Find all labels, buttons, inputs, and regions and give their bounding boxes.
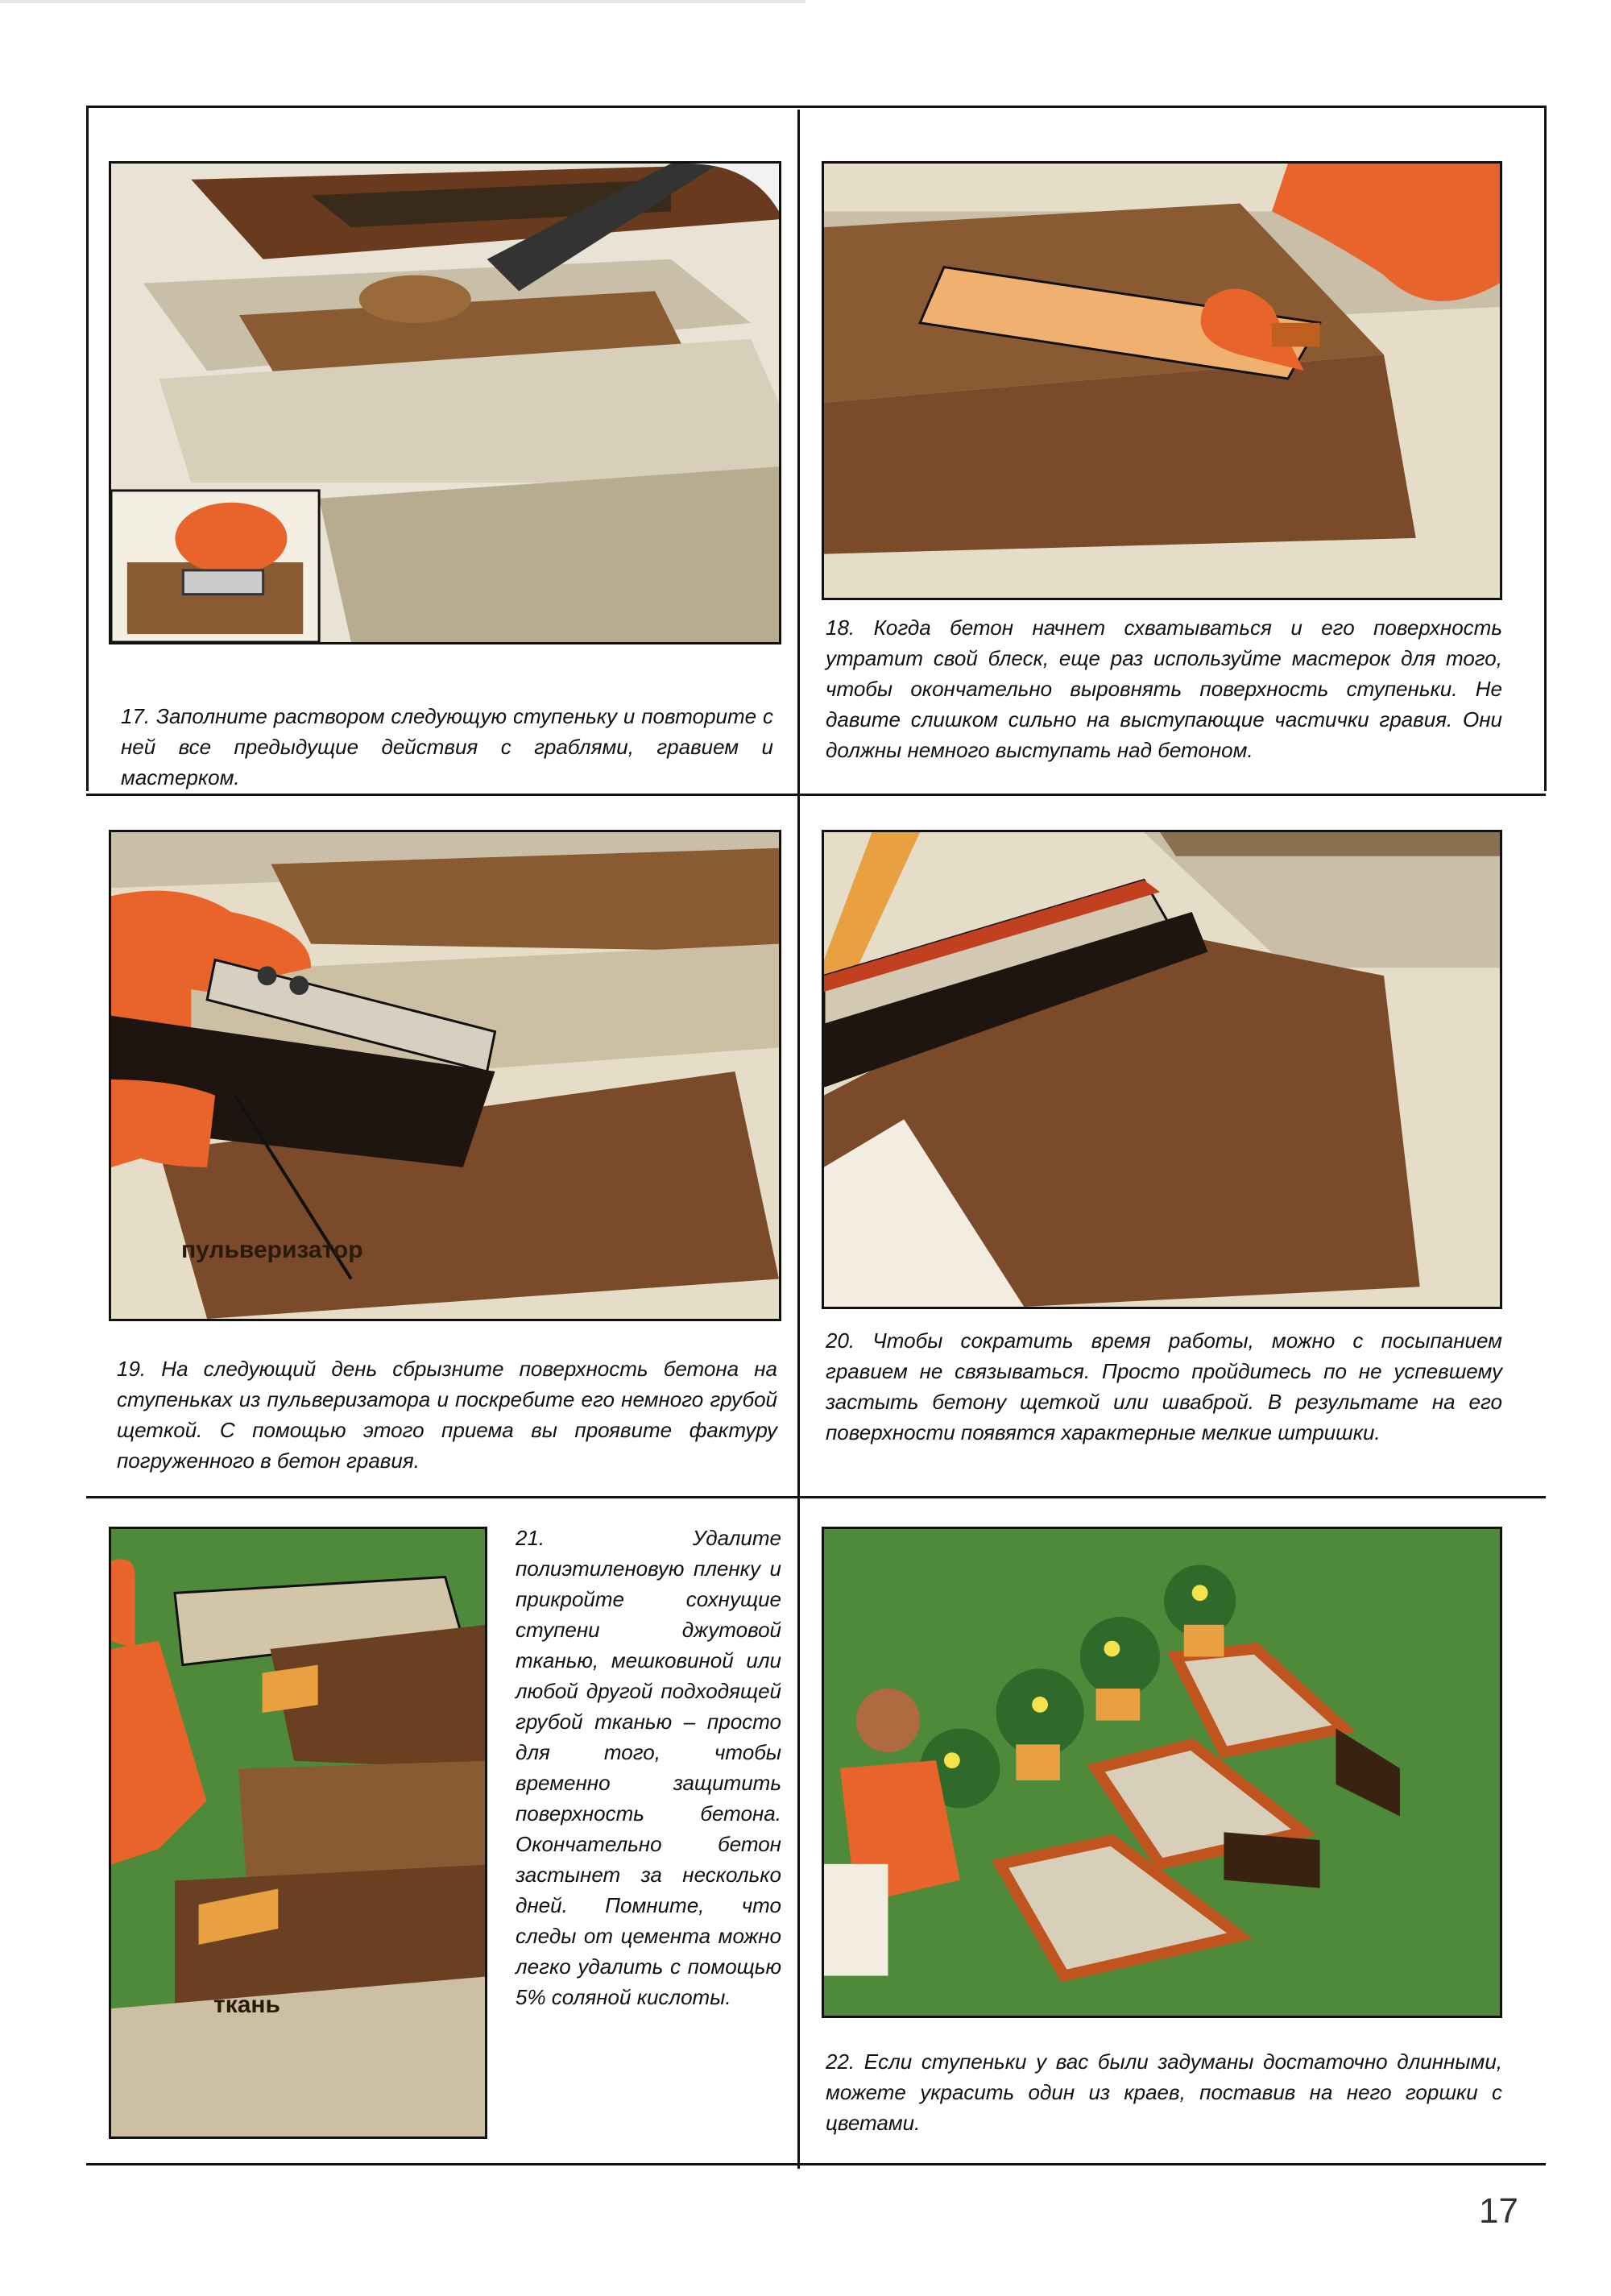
- step-21-caption: 21. Удалите полиэтиленовую пленку и прикройте сохнущие ступени джутовой тканью, мешковиной или любой другой подходящей грубой тканью – просто для того, чтобы временно защитить поверхность бетона. Окончательно бетон застынет за несколько дней. Помните, что следы от цемента можно легко удалить с помощью 5% соляной кислоты.: [516, 1526, 781, 2009]
- grid-frame-top: [86, 106, 1546, 108]
- page-top-rule: [0, 0, 806, 3]
- grid-frame-left: [86, 106, 89, 791]
- step-21-label-fabric: ткань: [213, 1991, 280, 2018]
- step-19-caption: 19. На следующий день сбрызните поверхность бетона на ступеньках из пульверизатора и поскребите его немного грубой щеткой. С помощью этого приема вы проявите фактуру погруженного в бетон гравия.: [117, 1357, 777, 1473]
- step-22-caption: 22. Если ступеньки у вас были задуманы достаточно длинными, можете украсить один из краев, поставив на него горшки с цветами.: [826, 2049, 1502, 2135]
- grid-row-divider-2: [86, 1496, 1546, 1498]
- step-17-caption: 17. Заполните раствором следующую ступеньку и повторите с ней все предыдущие действия с граблями, гравием и мастерком.: [121, 704, 773, 790]
- step-20-illustration: [822, 830, 1502, 1309]
- step-18-caption: 18. Когда бетон начнет схватываться и его поверхность утратит свой блеск, еще раз используйте мастерок для того, чтобы окончательно выровнять поверхность ступеньки. Не давите слишком сильно на выступающие частички гравия. Они должны немного выступать над бетоном.: [826, 615, 1502, 762]
- step-20-caption: 20. Чтобы сократить время работы, можно с посыпанием гравием не связываться. Просто пройдитесь по не успевшему застыть бетону щеткой или шваброй. В результате на его поверхности появятся характерные мелкие штришки.: [826, 1328, 1502, 1444]
- page-number: 17: [1479, 2191, 1518, 2231]
- grid-vertical-divider: [797, 110, 800, 2169]
- grid-frame-right: [1544, 106, 1547, 791]
- grid-row-divider-1: [86, 794, 1546, 796]
- grid-frame-bottom: [86, 2163, 1546, 2165]
- step-22-illustration: [822, 1527, 1502, 2018]
- step-17-illustration: [109, 161, 781, 644]
- step-18-illustration: [822, 161, 1502, 600]
- step-19-label-sprayer: пульверизатор: [181, 1237, 363, 1263]
- step-21-illustration: [109, 1527, 487, 2139]
